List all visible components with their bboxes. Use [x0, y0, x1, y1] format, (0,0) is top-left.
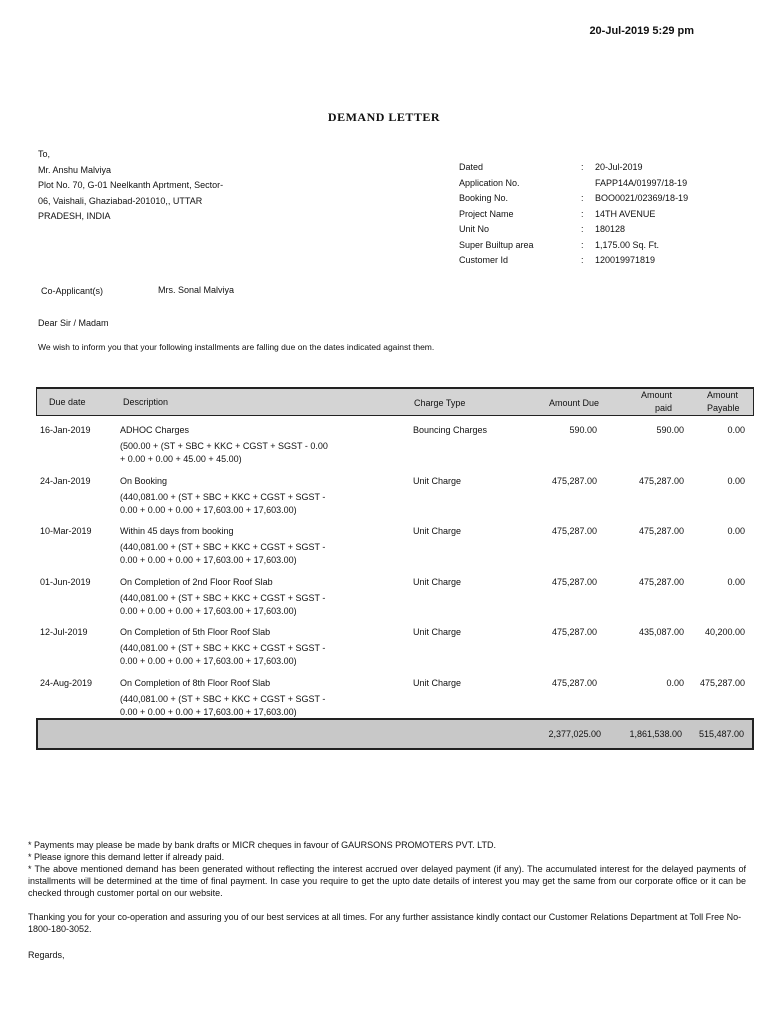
regards-text: Regards,	[28, 950, 65, 960]
thanks-paragraph: Thanking you for your co-operation and assuring you of our best services at all times. For any further assistance kindly contact our Customer Relations Department at Toll Free No- 1800-180-3052.	[28, 912, 742, 934]
formula-cell: (440,081.00 + (ST + SBC + KKC + CGST + SGST -	[120, 643, 326, 653]
info-value: 180128	[595, 224, 626, 234]
formula-cell: 0.00 + 0.00 + 0.00 + 17,603.00 + 17,603.00)	[120, 706, 297, 717]
amount-payable-cell: 475,287.00	[699, 677, 745, 688]
intro-text: We wish to inform you that your following installments are falling due on the dates indicated against them.	[38, 342, 435, 352]
info-label: Project Name	[459, 208, 514, 219]
info-value: FAPP14A/01997/18-19	[595, 177, 688, 188]
amount-paid-cell: 475,287.00	[638, 526, 684, 536]
amount-payable-cell: 0.00	[727, 576, 745, 587]
address-line: Plot No. 70, G-01 Neelkanth Aprtment, Sector-	[38, 180, 224, 190]
charge-type-cell: Unit Charge	[413, 677, 462, 688]
table-row	[36, 524, 754, 575]
info-value: 14TH AVENUE	[595, 208, 656, 219]
info-value: BOO0021/02369/18-19	[595, 193, 689, 203]
info-separator: :	[581, 224, 584, 234]
page-title: DEMAND LETTER	[327, 110, 441, 124]
col-header-charge-type: Charge Type	[414, 398, 466, 408]
charge-type-cell: Bouncing Charges	[413, 425, 488, 435]
info-label: Application No.	[459, 177, 520, 188]
amount-payable-cell: 0.00	[727, 425, 745, 435]
amount-due-cell: 590.00	[569, 425, 597, 435]
info-row	[459, 191, 688, 207]
address-line: PRADESH, INDIA	[38, 211, 111, 221]
amount-paid-cell: 435,087.00	[638, 627, 684, 637]
table-totals-row	[36, 718, 754, 750]
recipient-name: Mr. Anshu Malviya	[38, 164, 112, 175]
greeting: Dear Sir / Madam	[38, 318, 109, 328]
amount-paid-cell: 475,287.00	[638, 475, 684, 486]
charge-type-cell: Unit Charge	[413, 576, 462, 587]
col-header-amount-payable: Amount	[707, 390, 739, 400]
formula-cell: (440,081.00 + (ST + SBC + KKC + CGST + SGST -	[120, 693, 326, 704]
info-label: Booking No.	[459, 193, 509, 203]
formula-cell: (500.00 + (ST + SBC + KKC + CGST + SGST - 0.00	[120, 441, 328, 451]
amount-due-cell: 475,287.00	[551, 475, 597, 486]
payment-note: * Please ignore this demand letter if already paid.	[28, 852, 225, 862]
formula-cell: (440,081.00 + (ST + SBC + KKC + CGST + SGST -	[120, 491, 326, 502]
info-value: 120019971819	[595, 255, 656, 265]
total-amount-payable: 515,487.00	[698, 728, 744, 739]
total-amount-due: 2,377,025.00	[548, 728, 601, 739]
address-line: 06, Vaishali, Ghaziabad-201010,, UTTAR	[38, 195, 203, 206]
amount-payable-cell: 0.00	[727, 475, 745, 486]
to-label: To,	[38, 149, 51, 159]
info-row	[459, 253, 688, 269]
due-date-cell: 12-Jul-2019	[40, 627, 88, 637]
due-date-cell: 24-Jan-2019	[40, 475, 91, 486]
info-row	[459, 207, 688, 223]
formula-cell: 0.00 + 0.00 + 0.00 + 17,603.00 + 17,603.00)	[120, 555, 297, 565]
formula-cell: (440,081.00 + (ST + SBC + KKC + CGST + SGST -	[120, 542, 326, 552]
formula-cell: 0.00 + 0.00 + 0.00 + 17,603.00 + 17,603.00)	[120, 504, 297, 515]
payment-note: * Payments may please be made by bank drafts or MICR cheques in favour of GAURSONS PROMOTERS PVT. LTD.	[28, 840, 497, 850]
formula-cell: 0.00 + 0.00 + 0.00 + 17,603.00 + 17,603.00)	[120, 605, 297, 616]
due-date-cell: 16-Jan-2019	[40, 425, 91, 435]
table-row	[36, 575, 754, 626]
description-cell: On Booking	[120, 475, 168, 486]
amount-due-cell: 475,287.00	[551, 526, 597, 536]
table-row	[36, 625, 754, 676]
charge-type-cell: Unit Charge	[413, 526, 462, 536]
letter-datetime: 20-Jul-2019 5:29 pm	[589, 25, 694, 37]
col-header-description: Description	[123, 397, 169, 407]
col-header-amount-payable: Payable	[707, 403, 740, 413]
description-cell: On Completion of 5th Floor Roof Slab	[120, 627, 271, 637]
info-value: 20-Jul-2019	[595, 162, 643, 172]
info-row	[459, 176, 688, 192]
info-value: 1,175.00 Sq. Ft.	[595, 239, 660, 250]
description-cell: ADHOC Charges	[120, 425, 190, 435]
info-label: Customer Id	[459, 255, 509, 265]
amount-paid-cell: 475,287.00	[638, 576, 684, 587]
description-cell: On Completion of 2nd Floor Roof Slab	[120, 576, 273, 587]
amount-due-cell: 475,287.00	[551, 576, 597, 587]
info-separator	[581, 176, 595, 192]
info-label: Unit No	[459, 224, 490, 234]
total-amount-paid: 1,861,538.00	[629, 728, 682, 739]
booking-info	[459, 160, 688, 269]
info-row	[459, 222, 688, 238]
due-date-cell: 10-Mar-2019	[40, 526, 92, 536]
info-row	[459, 160, 688, 176]
payment-notes	[28, 839, 746, 899]
col-header-amount-paid: Amount	[641, 390, 673, 400]
info-separator: :	[581, 239, 584, 250]
amount-payable-cell: 40,200.00	[704, 627, 745, 637]
info-row	[459, 238, 688, 254]
info-separator: :	[581, 193, 584, 203]
col-header-amount-due: Amount Due	[549, 398, 600, 408]
info-label: Super Builtup area	[459, 239, 534, 250]
table-row	[36, 474, 754, 525]
amount-payable-cell: 0.00	[727, 526, 745, 536]
installments-table	[36, 387, 754, 750]
charge-type-cell: Unit Charge	[413, 475, 462, 486]
table-row	[36, 423, 754, 474]
amount-paid-cell: 590.00	[656, 425, 684, 435]
amount-paid-cell: 0.00	[666, 677, 684, 688]
info-separator: :	[581, 208, 584, 219]
payment-note: * The above mentioned demand has been generated without reflecting the interest accrued over delayed payment (if any). The accumulated interest for the delayed payments of installments will be determined at the time of final payment. In case you require to get the upto date details of interest you may get the same from our corporate office or it can be checked through customer portal on our website.	[28, 864, 746, 898]
table-row	[36, 676, 754, 718]
formula-cell: 0.00 + 0.00 + 0.00 + 17,603.00 + 17,603.00)	[120, 656, 297, 666]
due-date-cell: 24-Aug-2019	[40, 677, 93, 688]
formula-cell: + 0.00 + 0.00 + 45.00 + 45.00)	[120, 454, 242, 464]
description-cell: Within 45 days from booking	[120, 526, 234, 536]
description-cell: On Completion of 8th Floor Roof Slab	[120, 677, 271, 688]
col-header-amount-paid: paid	[655, 403, 673, 413]
co-applicant-name: Mrs. Sonal Malviya	[158, 285, 235, 295]
co-applicant-label: Co-Applicant(s)	[41, 286, 104, 296]
formula-cell: (440,081.00 + (ST + SBC + KKC + CGST + SGST -	[120, 592, 326, 603]
col-header-due-date: Due date	[49, 397, 86, 407]
info-separator: :	[581, 162, 584, 172]
info-label: Dated	[459, 162, 484, 172]
due-date-cell: 01-Jun-2019	[40, 576, 91, 587]
amount-due-cell: 475,287.00	[551, 627, 597, 637]
info-separator: :	[581, 255, 584, 265]
amount-due-cell: 475,287.00	[551, 677, 597, 688]
recipient-block	[38, 147, 223, 225]
table-header	[36, 387, 754, 416]
charge-type-cell: Unit Charge	[413, 627, 462, 637]
